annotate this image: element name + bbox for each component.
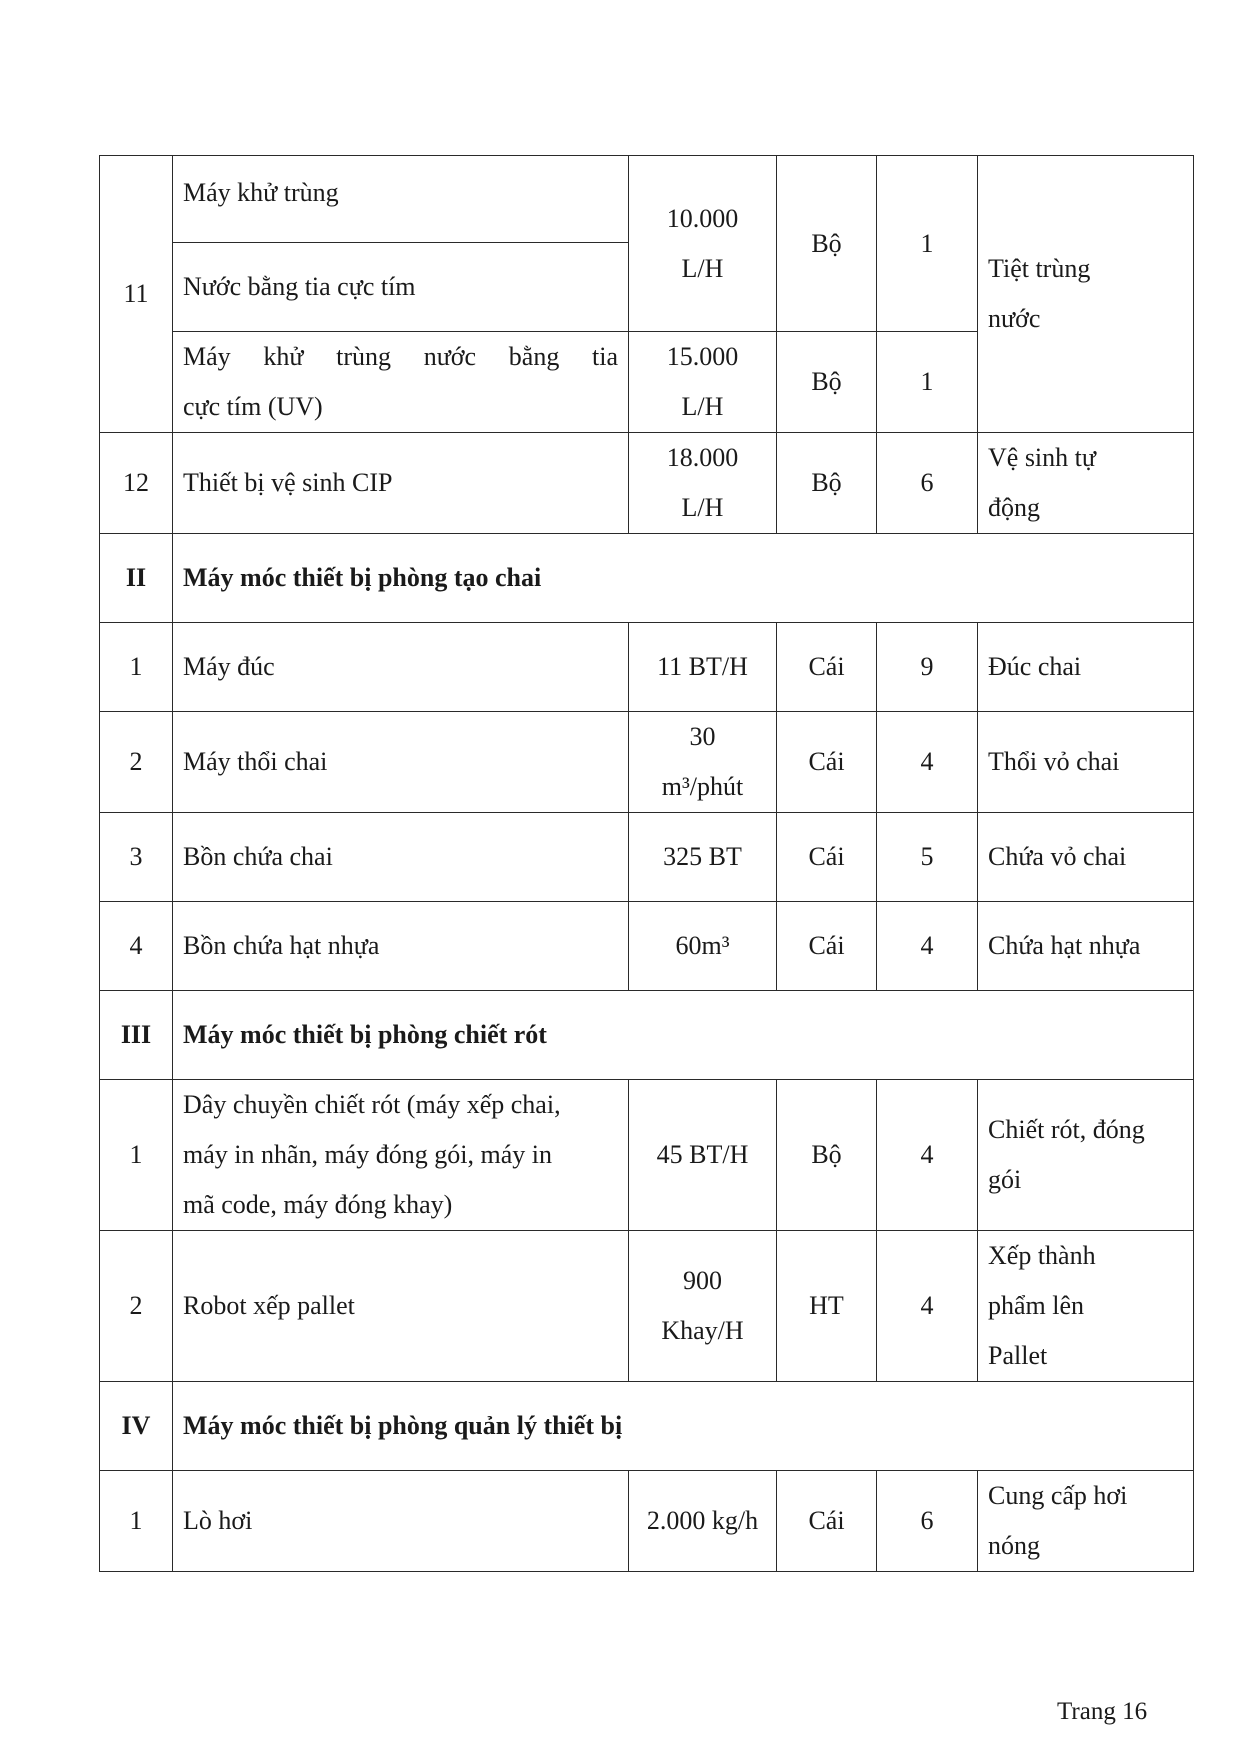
equipment-purpose xyxy=(978,1471,1194,1572)
section-title: Máy móc thiết bị phòng chiết rót xyxy=(173,991,1194,1080)
equipment-qty: 6 xyxy=(877,1471,978,1572)
equipment-unit: Cái xyxy=(777,1471,877,1572)
purpose-line: Vệ sinh tự xyxy=(988,443,1096,472)
name-line: mã code, máy đóng khay) xyxy=(183,1190,453,1219)
equipment-spec xyxy=(629,156,777,332)
spec-line: L/H xyxy=(681,493,724,522)
name-line: Dây chuyền chiết rót (máy xếp chai, xyxy=(183,1090,561,1119)
equipment-spec xyxy=(629,1231,777,1382)
equipment-spec xyxy=(629,433,777,534)
equipment-spec xyxy=(629,712,777,813)
equipment-spec: 60m³ xyxy=(629,902,777,991)
table-row xyxy=(100,1231,1194,1382)
equipment-name: Thiết bị vệ sinh CIP xyxy=(173,433,629,534)
purpose-line: Cung cấp hơi xyxy=(988,1481,1128,1510)
spec-line: L/H xyxy=(681,253,724,283)
equipment-spec: 11 BT/H xyxy=(629,623,777,712)
equipment-name: Nước bằng tia cực tím xyxy=(173,243,629,332)
equipment-unit: Bộ xyxy=(777,1080,877,1231)
row-stt: 2 xyxy=(100,1231,173,1382)
purpose-line: phẩm lên xyxy=(988,1291,1085,1320)
equipment-purpose: Thổi vỏ chai xyxy=(978,712,1194,813)
equipment-unit: Cái xyxy=(777,623,877,712)
table-row xyxy=(100,1080,1194,1231)
equipment-unit: Cái xyxy=(777,902,877,991)
equipment-name: Bồn chứa chai xyxy=(173,813,629,902)
equipment-table xyxy=(99,155,1194,1572)
table-row xyxy=(100,712,1194,813)
equipment-name: Bồn chứa hạt nhựa xyxy=(173,902,629,991)
table-row xyxy=(100,1471,1194,1572)
equipment-qty: 4 xyxy=(877,1231,978,1382)
equipment-name xyxy=(173,1080,629,1231)
equipment-purpose xyxy=(978,433,1194,534)
equipment-qty: 5 xyxy=(877,813,978,902)
equipment-unit: Bộ xyxy=(777,332,877,433)
equipment-qty: 1 xyxy=(877,156,978,332)
row-stt: 1 xyxy=(100,1471,173,1572)
section-number: II xyxy=(100,534,173,623)
row-stt: 1 xyxy=(100,623,173,712)
table-row xyxy=(100,433,1194,534)
spec-line: 15.000 xyxy=(666,342,739,371)
equipment-name: Máy khử trùng xyxy=(173,156,629,243)
equipment-name: Máy thổi chai xyxy=(173,712,629,813)
spec-line: 10.000 xyxy=(666,203,739,233)
equipment-purpose: Đúc chai xyxy=(978,623,1194,712)
equipment-name xyxy=(173,332,629,433)
equipment-unit: Bộ xyxy=(777,156,877,332)
spec-line: L/H xyxy=(681,392,724,421)
equipment-name: Lò hơi xyxy=(173,1471,629,1572)
equipment-spec: 45 BT/H xyxy=(629,1080,777,1231)
equipment-qty: 4 xyxy=(877,1080,978,1231)
equipment-qty: 6 xyxy=(877,433,978,534)
table-row xyxy=(100,813,1194,902)
purpose-line: gói xyxy=(988,1165,1022,1194)
section-row xyxy=(100,1382,1194,1471)
equipment-purpose xyxy=(978,1080,1194,1231)
purpose-line: Xếp thành xyxy=(988,1241,1096,1270)
equipment-name: Robot xếp pallet xyxy=(173,1231,629,1382)
equipment-name: Máy đúc xyxy=(173,623,629,712)
section-row xyxy=(100,991,1194,1080)
page-number: Trang 16 xyxy=(1057,1698,1148,1725)
name-line: Máy khử trùng nước bằng tia xyxy=(183,342,618,371)
purpose-line: Tiệt trùng xyxy=(988,254,1091,283)
equipment-unit: Cái xyxy=(777,712,877,813)
spec-line: 18.000 xyxy=(666,443,739,472)
section-title: Máy móc thiết bị phòng tạo chai xyxy=(173,534,1194,623)
section-title: Máy móc thiết bị phòng quản lý thiết bị xyxy=(173,1382,1194,1471)
purpose-line: nước xyxy=(988,304,1041,333)
equipment-qty: 4 xyxy=(877,712,978,813)
purpose-line: động xyxy=(988,493,1040,522)
equipment-purpose xyxy=(978,1231,1194,1382)
section-number: IV xyxy=(100,1382,173,1471)
spec-line: 30 xyxy=(689,722,716,751)
section-row xyxy=(100,534,1194,623)
table-row xyxy=(100,156,1194,243)
purpose-line: Pallet xyxy=(988,1341,1048,1370)
spec-line: 900 xyxy=(683,1266,722,1295)
spec-line: Khay/H xyxy=(661,1316,744,1345)
purpose-line: nóng xyxy=(988,1531,1040,1560)
name-line: máy in nhãn, máy đóng gói, máy in xyxy=(183,1140,553,1169)
equipment-spec: 325 BT xyxy=(629,813,777,902)
row-stt: 1 xyxy=(100,1080,173,1231)
row-stt: 11 xyxy=(100,156,173,433)
equipment-qty: 9 xyxy=(877,623,978,712)
table-row xyxy=(100,623,1194,712)
equipment-qty: 4 xyxy=(877,902,978,991)
purpose-line: Chiết rót, đóng xyxy=(988,1115,1145,1144)
equipment-unit: Cái xyxy=(777,813,877,902)
equipment-purpose: Chứa vỏ chai xyxy=(978,813,1194,902)
equipment-unit: Bộ xyxy=(777,433,877,534)
equipment-qty: 1 xyxy=(877,332,978,433)
row-stt: 2 xyxy=(100,712,173,813)
spec-line: m³/phút xyxy=(661,772,744,801)
table-row xyxy=(100,902,1194,991)
equipment-purpose xyxy=(978,156,1194,433)
equipment-spec xyxy=(629,332,777,433)
equipment-purpose: Chứa hạt nhựa xyxy=(978,902,1194,991)
row-stt: 12 xyxy=(100,433,173,534)
equipment-unit: HT xyxy=(777,1231,877,1382)
row-stt: 4 xyxy=(100,902,173,991)
equipment-spec: 2.000 kg/h xyxy=(629,1471,777,1572)
section-number: III xyxy=(100,991,173,1080)
row-stt: 3 xyxy=(100,813,173,902)
name-line: cực tím (UV) xyxy=(183,392,323,421)
